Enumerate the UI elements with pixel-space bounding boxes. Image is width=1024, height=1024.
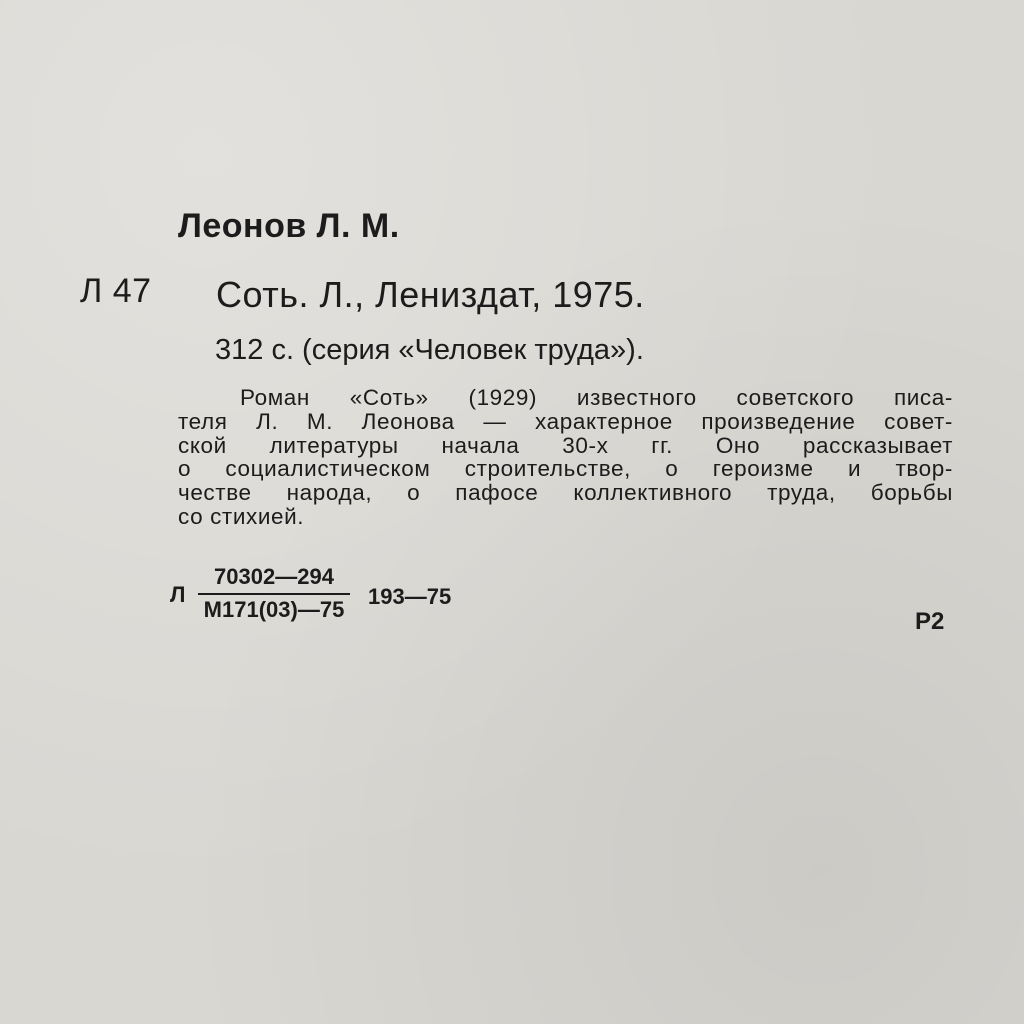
author-name: Леонов Л. М. xyxy=(178,207,400,245)
annotation-line: ской литературы начала 30-х гг. Оно рассказывает xyxy=(178,432,953,458)
fraction-bar xyxy=(198,593,350,595)
bbk-fraction xyxy=(198,564,350,623)
annotation-line: честве народа, о пафосе коллективного труда, борьбы xyxy=(178,480,953,506)
annotation-text xyxy=(178,386,953,529)
pages-series-line: 312 с. (серия «Человек труда»). xyxy=(215,334,644,366)
annotation-line: о социалистическом строительстве, о героизме и твор- xyxy=(178,456,953,482)
bbk-letter: Л xyxy=(170,582,186,607)
bbk-numerator: 70302—294 xyxy=(214,564,334,589)
title-imprint-line: Соть. Л., Лениздат, 1975. xyxy=(216,274,645,315)
annotation-line: со стихией. xyxy=(178,503,305,529)
bbk-denominator: М171(03)—75 xyxy=(203,597,345,622)
annotation-line: теля Л. М. Леонова — характерное произведение совет- xyxy=(178,408,953,434)
annotation-line: Роман «Соть» (1929) известного советского писа- xyxy=(240,385,953,410)
bbk-code: 193—75 xyxy=(368,584,452,609)
rubric-code: Р2 xyxy=(915,608,945,635)
library-index-code: Л 47 xyxy=(80,272,152,310)
